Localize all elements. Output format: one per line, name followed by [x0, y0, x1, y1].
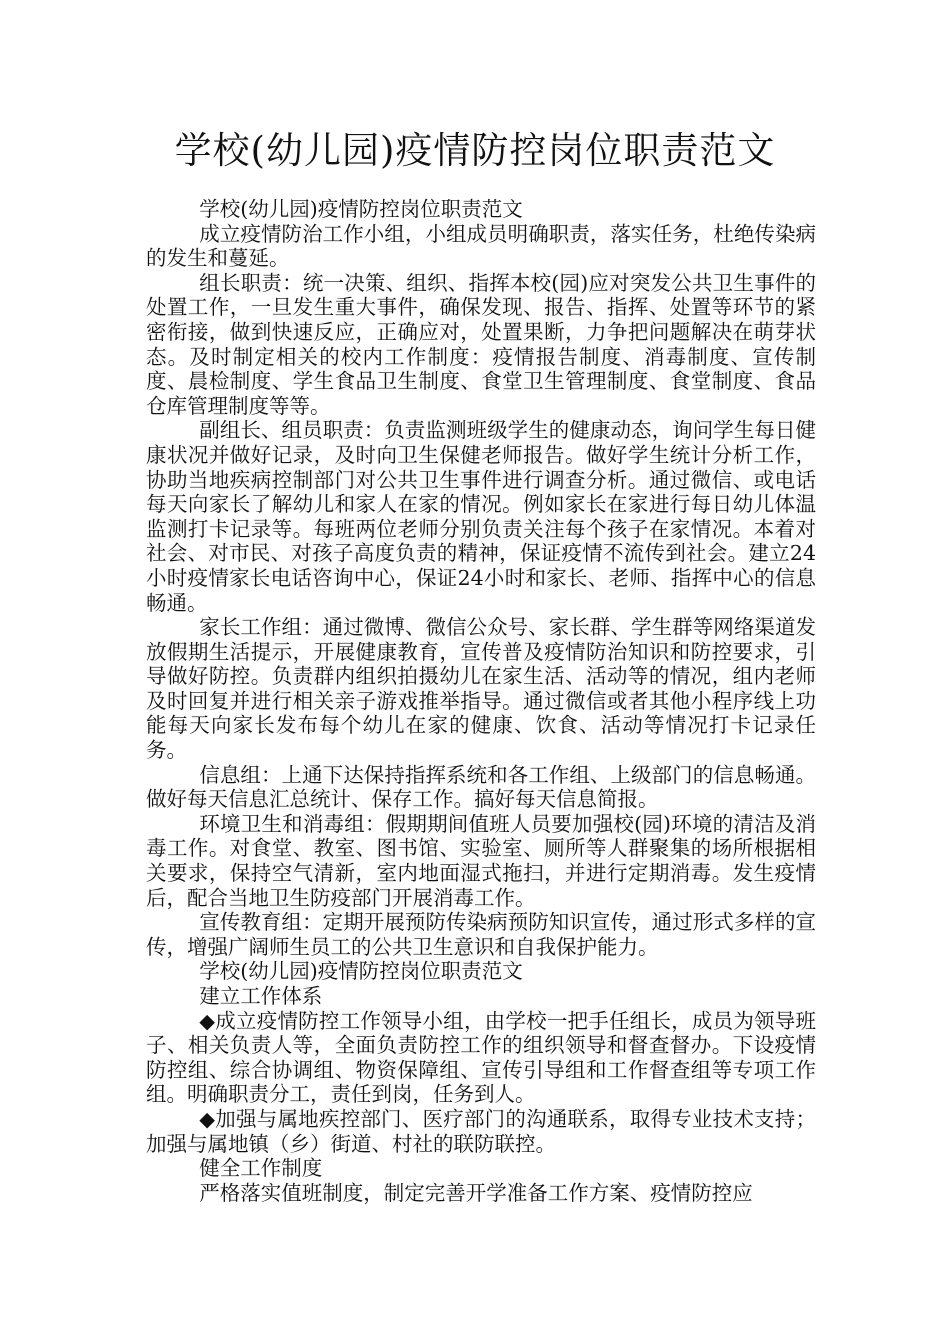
document-body — [146, 197, 816, 1205]
paragraph: ◆成立疫情防控工作领导小组，由学校一把手任组长，成员为领导班子、相关负责人等，全面负责防控工作的组织领导和督查督办。下设疫情防控组、综合协调组、物资保障组、宣传引导组和工作督查组等专项工作组。明确职责分工，责任到岗，任务到人。 — [146, 1008, 816, 1107]
document-title: 学校(幼儿园)疫情防控岗位职责范文 — [174, 129, 776, 172]
paragraph: 宣传教育组：定期开展预防传染病预防知识宣传，通过形式多样的宣传，增强广阔师生员工的公共卫生意识和自我保护能力。 — [146, 910, 816, 959]
paragraph: 严格落实值班制度，制定完善开学准备工作方案、疫情防控应 — [199, 1180, 753, 1205]
paragraph: 学校(幼儿园)疫情防控岗位职责范文 — [199, 197, 523, 221]
paragraph: 家长工作组：通过微博、微信公众号、家长群、学生群等网络渠道发放假期生活提示，开展健康教育，宣传普及疫情防治知识和防控要求，引导做好防控。负责群内组织拍摄幼儿在家生活、活动等的情况，组内老师及时回复并进行相关亲子游戏推举指导。通过微信或者其他小程序线上功能每天向家长发布每个幼儿在家的健康、饮食、活动等情况打卡记录任务。 — [146, 615, 816, 763]
paragraph: 副组长、组员职责：负责监测班级学生的健康动态，询问学生每日健康状况并做好记录，及时向卫生保健老师报告。做好学生统计分析工作，协助当地疾病控制部门对公共卫生事件进行调查分析。通过微信、或电话每天向家长了解幼儿和家人在家的情况。例如家长在家进行每日幼儿体温监测打卡记录等。每班两位老师分别负责关注每个孩子在家情况。本着对社会、对市民、对孩子高度负责的精神，保证疫情不流传到社会。建立24小时疫情家长电话咨询中心，保证24小时和家长、老师、指挥中心的信息畅通。 — [146, 418, 816, 615]
paragraph: 学校(幼儿园)疫情防控岗位职责范文 — [199, 959, 523, 984]
paragraph: ◆加强与属地疾控部门、医疗部门的沟通联系，取得专业技术支持；加强与属地镇（乡）街道、村社的联防联控。 — [146, 1106, 816, 1156]
paragraph: 建立工作体系 — [199, 984, 323, 1008]
paragraph: 环境卫生和消毒组：假期期间值班人员要加强校(园)环境的清洁及消毒工作。对食堂、教室、图书馆、实验室、厕所等人群聚集的场所根据相关要求，保持空气清新，室内地面湿式拖扫，并进行定期消毒。发生疫情后，配合当地卫生防疫部门开展消毒工作。 — [146, 811, 816, 910]
paragraph: 组长职责：统一决策、组织、指挥本校(园)应对突发公共卫生事件的处置工作，一旦发生重大事件，确保发现、报告、指挥、处置等环节的紧密衔接，做到快速反应，正确应对，处置果断，力争把问题解决在萌芽状态。及时制定相关的校内工作制度：疫情报告制度、消毒制度、宣传制度、晨检制度、学生食品卫生制度、食堂卫生管理制度、食堂制度、食品仓库管理制度等等。 — [146, 270, 816, 418]
paragraph: 成立疫情防治工作小组，小组成员明确职责，落实任务，杜绝传染病的发生和蔓延。 — [146, 221, 816, 271]
paragraph: 信息组：上通下达保持指挥系统和各工作组、上级部门的信息畅通。做好每天信息汇总统计、保存工作。搞好每天信息简报。 — [146, 762, 816, 812]
paragraph: 健全工作制度 — [199, 1156, 323, 1181]
